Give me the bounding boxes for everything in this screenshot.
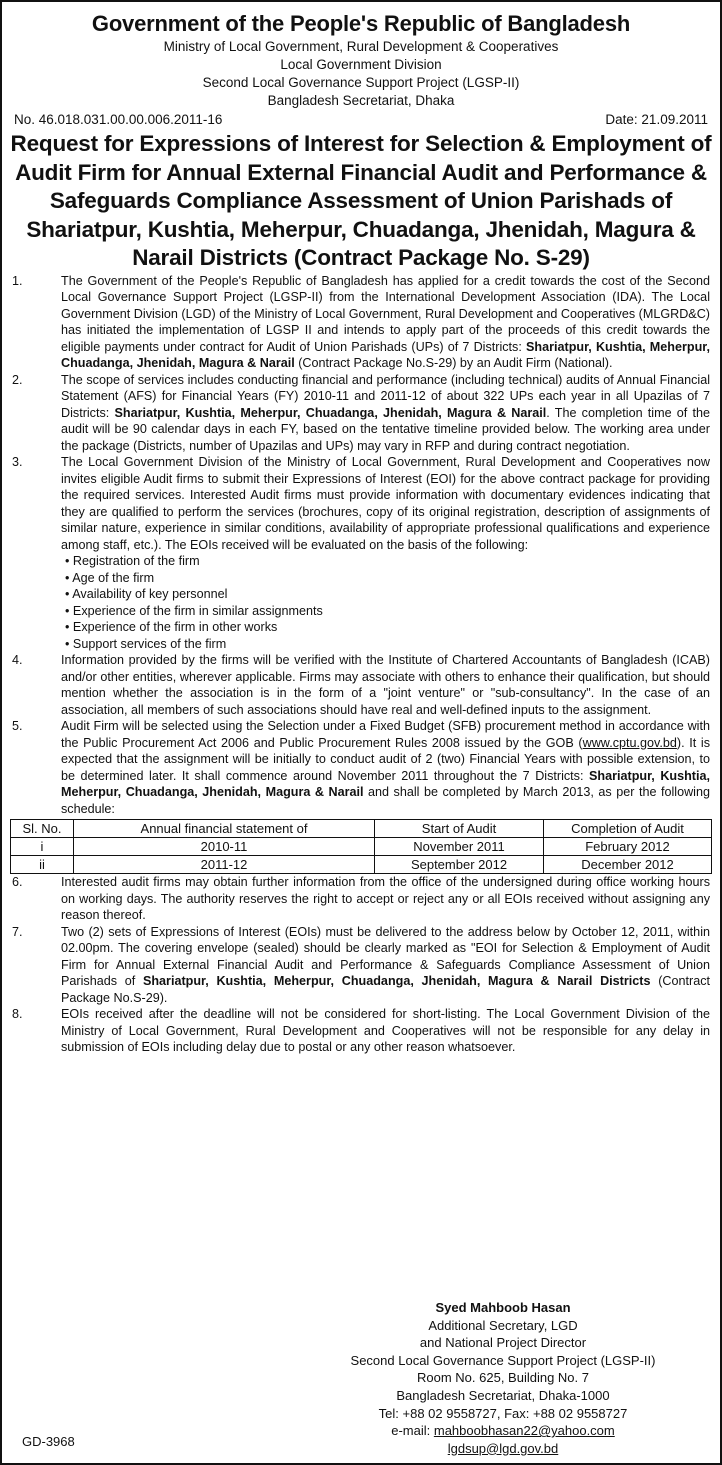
text: The scope of services includes conducting financial and performance (including technical) audits of Annual Financial Statement (AFS) for Financial Years (FY) 2010-11 and 2011-12 of about 322 UPs each year in all Upazilas of 7 Districts: (61, 372, 710, 420)
paragraph-4 (10, 652, 710, 718)
districts: Shariatpur, Kushtia, Meherpur, Chuadanga, Jhenidah, Magura & Narail (61, 339, 710, 370)
signatory-line: Bangladesh Secretariat, Dhaka-1000 (396, 1387, 610, 1403)
text: and shall be completed by March 2013, as per the following schedule: (61, 785, 710, 816)
text: Two (2) sets of Expressions of Interest (EOIs) must be delivered to the address below by October 12, 2011, within 02.00pm. The covering envelope (sealed) should be clearly marked as "EOI for Selection & Employment of Audit Firm for Annual External Financial Audit and Performance & Safeguards Compliance Assessment of Union Parishads of (61, 924, 710, 988)
cell: November 2011 (375, 838, 544, 856)
notice-body (2, 273, 720, 1056)
signatory-line: and National Project Director (419, 1335, 587, 1351)
cell: 2010-11 (74, 838, 375, 856)
list-item: • Availability of key personnel (65, 587, 228, 601)
paragraph-5 (10, 718, 710, 817)
paragraph-2 (10, 372, 710, 455)
cptu-link[interactable]: www.cptu.gov.bd (582, 735, 677, 750)
list-item: • Experience of the firm in other works (65, 620, 278, 634)
email-link[interactable]: lgdsup@lgd.gov.bd (447, 1440, 559, 1456)
header-cell: Start of Audit (375, 820, 544, 838)
text: EOIs received after the deadline will not be considered for short-listing. The Local Government Division of the Ministry of Local Government, Rural Development and Cooperatives will not be responsible for any delay in submission of EOIs including delay due to postal or any other reason whatsoever. (61, 1007, 710, 1054)
districts: Shariatpur, Kushtia, Meherpur, Chuadanga, Jhenidah, Magura & Narail (114, 405, 547, 420)
text: Information provided by the firms will be verified with the Institute of Chartered Accountants of Bangladesh (ICAB) and/or other entities, wherever applicable. Firms may associate with others to enhance their qualification, but should mention whether the association is in the form of a "joint venture" or "sub-consultancy". In the case of an association, all members of such associations should have real and well-defined inputs to the assignment. (61, 653, 710, 717)
email-label: e-mail: (391, 1423, 434, 1439)
cell: February 2012 (544, 838, 712, 856)
signature-block (338, 1299, 668, 1457)
email-link[interactable]: mahboobhasan22@yahoo.com (433, 1423, 615, 1439)
paragraph-number: 2. (12, 372, 23, 387)
government-name: Government of the People's Republic of Bangladesh (91, 11, 631, 36)
header-cell: Completion of Audit (544, 820, 712, 838)
list-item: • Support services of the firm (65, 636, 227, 651)
cell: i (11, 838, 74, 856)
text: The Government of the People's Republic of Bangladesh has applied for a credit towards the cost of the Second Local Governance Support Project (LGSP-II) from the International Development Association (IDA). The Local Government Division (LGD) of the Ministry of Local Government, Rural Development and Cooperatives (MLGRD&C) has initiated the implementation of LGSP II and intends to apply part of the proceeds of this credit towards the eligible payments under contract for Audit of Union Parishads (UPs) of 7 Districts: (61, 273, 710, 354)
paragraph-3 (10, 454, 710, 652)
cell: September 2012 (375, 856, 544, 874)
notice-title: Request for Expressions of Interest for Selection & Employment of Audit Firm for Annual External Financial Audit and Performance & Safeguards Compliance Assessment of Union Parishads of Shariatpur, Kushtia, Meherpur, Chuadanga, Jhenidah, Magura & Narail Districts (Contract Package No. S-29) (10, 131, 712, 270)
paragraph-7 (10, 924, 710, 1007)
paragraph-number: 7. (12, 924, 23, 939)
districts: Shariatpur, Kushtia, Meherpur, Chuadanga, Jhenidah, Magura & Narail (61, 768, 711, 799)
location: Bangladesh Secretariat, Dhaka (267, 93, 455, 108)
cell: ii (11, 856, 74, 874)
date: Date: 21.09.2011 (605, 112, 708, 127)
signatory-line: Room No. 625, Building No. 7 (417, 1370, 589, 1386)
paragraph-number: 8. (12, 1007, 23, 1021)
list-item: • Experience of the firm in similar assignments (65, 603, 323, 618)
text: Interested audit firms may obtain further information from the office of the undersigned during office working hours on working days. The authority reserves the right to accept or reject any or all EOIs received without assigning any reason thereof. (61, 875, 710, 922)
schedule-table (10, 819, 712, 874)
signatory-line: Additional Secretary, LGD (428, 1317, 578, 1333)
reference-number: No. 46.018.031.00.00.006.2011-16 (14, 112, 223, 127)
districts: Shariatpur, Kushtia, Meherpur, Chuadanga, Jhenidah, Magura & Narail Districts (142, 974, 651, 988)
text: The Local Government Division of the Ministry of Local Government, Rural Development and Cooperatives now invites eligible Audit firms to submit their Expressions of Interest (EOI) for the above contract package for providing the required services. Interested Audit firms must provide information with documentary evidences indicating that they are qualified to perform the services (brochures, copy of its original registration, description of assignments of similar nature, experience in similar conditions, availability of appropriate professional qualifications and experience among staff, etc.). The EOIs received will be evaluated on the basis of the following: (61, 455, 710, 552)
header-cell: Annual financial statement of (74, 820, 375, 838)
signatory-line: Tel: +88 02 9558727, Fax: +88 02 9558727 (378, 1405, 628, 1421)
text: ). It is expected that the assignment will be initially to conduct audit of 2 (two) Financial Years with possible extension, to be determined later. It shall commence around November 2011 throughout the 7 Districts: (61, 735, 710, 783)
notice-code: GD-3968 (22, 1434, 75, 1449)
division: Local Government Division (280, 57, 442, 72)
criteria-list (61, 553, 710, 652)
header-cell: Sl. No. (11, 820, 74, 838)
paragraph-number: 6. (12, 875, 23, 889)
paragraph-6 (10, 874, 710, 924)
ministry: Ministry of Local Government, Rural Development & Cooperatives (163, 39, 559, 54)
paragraph-number: 3. (12, 455, 23, 469)
table-row (11, 856, 712, 874)
paragraph-number: 1. (12, 273, 23, 288)
text: . The completion time of the audit will be 90 calendar days in each FY, based on the tentative timeline provided below. The working area under the package (Districts, number of Upazilas and UPs) may vary in RFP and during contract negotiation. (61, 405, 710, 453)
paragraph-1 (10, 273, 710, 372)
signatory-name: Syed Mahboob Hasan (435, 1300, 571, 1315)
list-item: • Age of the firm (65, 570, 155, 585)
text: Audit Firm will be selected using the Selection under a Fixed Budget (SFB) procurement method in accordance with the Public Procurement Act 2006 and Public Procurement Rules 2008 issued by the GOB ( (61, 719, 710, 750)
paragraph-number: 5. (12, 719, 23, 733)
text: (Contract Package No.S-29) by an Audit Firm (National). (294, 356, 613, 370)
paragraph-number: 4. (12, 653, 23, 667)
cell: December 2012 (544, 856, 712, 874)
table-row (11, 838, 712, 856)
list-item: • Registration of the firm (65, 554, 200, 568)
cell: 2011-12 (74, 856, 375, 874)
paragraph-8 (10, 1006, 710, 1056)
letterhead (2, 10, 720, 110)
table-header-row (11, 820, 712, 838)
text: (Contract Package No.S-29). (61, 974, 710, 1005)
project: Second Local Governance Support Project (LGSP-II) (202, 75, 520, 90)
signatory-line: Second Local Governance Support Project (LGSP-II) (350, 1352, 656, 1368)
